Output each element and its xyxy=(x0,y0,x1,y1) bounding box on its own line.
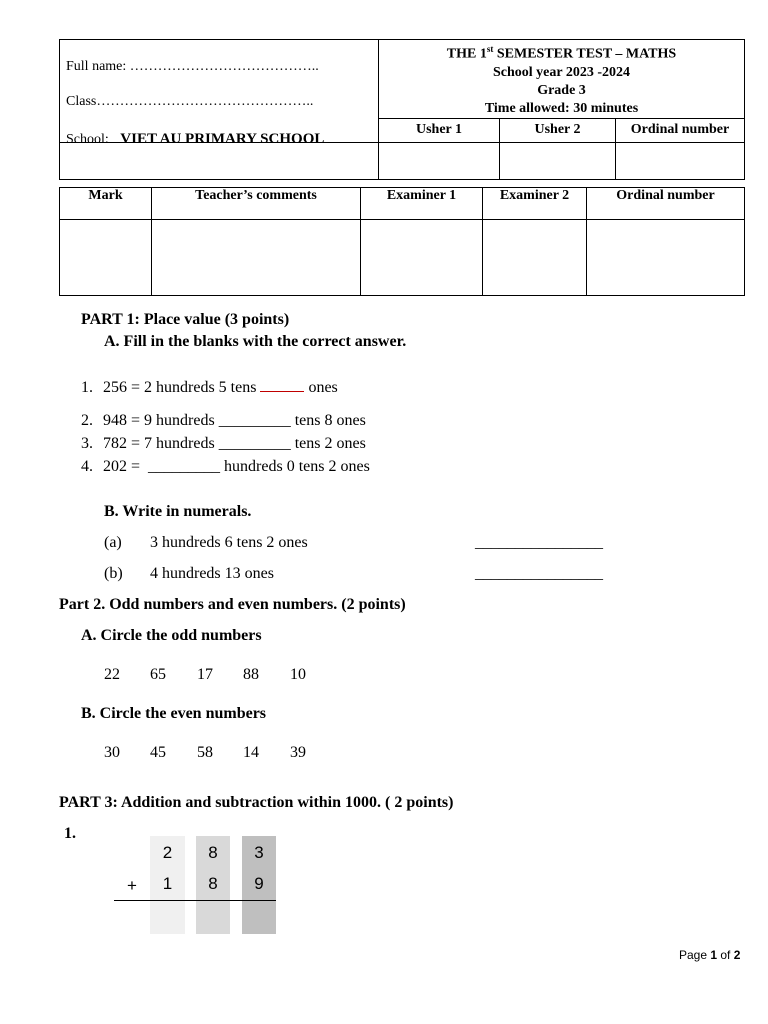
class-field[interactable]: Class……………………………………….. xyxy=(66,94,314,109)
usher1-box[interactable] xyxy=(379,142,500,179)
time-allowed: Time allowed: 30 minutes xyxy=(484,100,639,116)
top-digit-hundreds: 2 xyxy=(162,843,173,862)
bottom-digit-tens: 8 xyxy=(208,874,218,893)
sum-line xyxy=(114,900,276,901)
part1-title: PART 1: Place value (3 points) xyxy=(81,311,290,328)
answer-blank-2[interactable]: _________ xyxy=(218,412,291,429)
numeral-a-label: (a) xyxy=(104,534,122,551)
mark-header: Mark xyxy=(60,188,152,220)
answer-blank-1[interactable] xyxy=(260,378,304,392)
numeral-b-text: 4 hundreds 13 ones xyxy=(150,565,274,582)
question-3: 3. 782 = 7 hundreds _________ tens 2 ones xyxy=(81,435,366,452)
usher2-header: Usher 2 xyxy=(500,118,616,142)
even-number-0[interactable]: 30 xyxy=(104,744,120,761)
mark-box[interactable] xyxy=(60,220,152,296)
comments-header: Teacher’s comments xyxy=(152,188,361,220)
school-row xyxy=(66,131,324,148)
answer-area[interactable] xyxy=(150,902,276,932)
part2-b-title: B. Circle the even numbers xyxy=(81,705,267,722)
ordinal-number-box[interactable] xyxy=(587,220,745,296)
plus-operator: + xyxy=(127,876,137,895)
comments-box[interactable] xyxy=(152,220,361,296)
top-digit-ones: 3 xyxy=(254,843,264,862)
part3-title: PART 3: Addition and subtraction within 1000. ( 2 points) xyxy=(59,794,454,811)
part3-question-num: 1. xyxy=(64,825,76,842)
page-number: Page 1 of 2 xyxy=(679,948,741,962)
ordinal-box[interactable] xyxy=(616,142,745,179)
numeral-a-text: 3 hundreds 6 tens 2 ones xyxy=(150,534,308,551)
even-number-3[interactable]: 14 xyxy=(243,744,259,761)
odd-number-0[interactable]: 22 xyxy=(104,666,120,683)
odd-number-1[interactable]: 65 xyxy=(150,666,166,683)
header-table xyxy=(59,39,745,180)
test-title-cell xyxy=(379,40,745,119)
part2-title: Part 2. Odd numbers and even numbers. (2 points) xyxy=(59,596,406,613)
school-name: VIET AU PRIMARY SCHOOL xyxy=(120,131,325,147)
usher2-box[interactable] xyxy=(500,142,616,179)
bottom-digit-hundreds: 1 xyxy=(162,874,173,893)
student-info-cell xyxy=(60,40,379,147)
ordinal-header: Ordinal number xyxy=(616,118,745,142)
examiner2-header: Examiner 2 xyxy=(483,188,587,220)
marks-table xyxy=(59,187,745,296)
part1-b-title: B. Write in numerals. xyxy=(104,503,252,520)
test-title: THE 1st SEMESTER TEST – MATHS xyxy=(446,44,677,62)
numeral-b-label: (b) xyxy=(104,565,123,582)
odd-number-4[interactable]: 10 xyxy=(290,666,306,683)
even-number-4[interactable]: 39 xyxy=(290,744,306,761)
examiner1-header: Examiner 1 xyxy=(361,188,483,220)
answer-blank-3[interactable]: _________ xyxy=(218,435,291,452)
odd-number-3[interactable]: 88 xyxy=(243,666,259,683)
question-2: 2. 948 = 9 hundreds _________ tens 8 ones xyxy=(81,412,366,429)
full-name-field[interactable]: Full name: ………………………………….. xyxy=(66,59,319,74)
part2-a-title: A. Circle the odd numbers xyxy=(81,627,262,644)
answer-blank-4[interactable]: _________ xyxy=(148,458,221,475)
ordinal-number-header: Ordinal number xyxy=(587,188,745,220)
examiner1-box[interactable] xyxy=(361,220,483,296)
part1-a-title: A. Fill in the blanks with the correct answer. xyxy=(104,333,407,350)
even-number-2[interactable]: 58 xyxy=(197,744,213,761)
numeral-a-blank[interactable]: ________________ xyxy=(475,534,603,551)
even-number-1[interactable]: 45 xyxy=(150,744,166,761)
question-1: 1. 256 = 2 hundreds 5 tens ones xyxy=(81,379,338,396)
usher1-header: Usher 1 xyxy=(379,118,500,142)
odd-number-2[interactable]: 17 xyxy=(197,666,213,683)
top-digit-tens: 8 xyxy=(208,843,218,862)
school-label: School: xyxy=(66,132,109,147)
question-4: 4. 202 = _________ hundreds 0 tens 2 ones xyxy=(81,458,370,475)
bottom-digit-ones: 9 xyxy=(254,874,264,893)
grade: Grade 3 xyxy=(537,82,586,98)
examiner2-box[interactable] xyxy=(483,220,587,296)
school-year: School year 2023 -2024 xyxy=(492,64,630,80)
numeral-b-blank[interactable]: ________________ xyxy=(475,565,603,582)
